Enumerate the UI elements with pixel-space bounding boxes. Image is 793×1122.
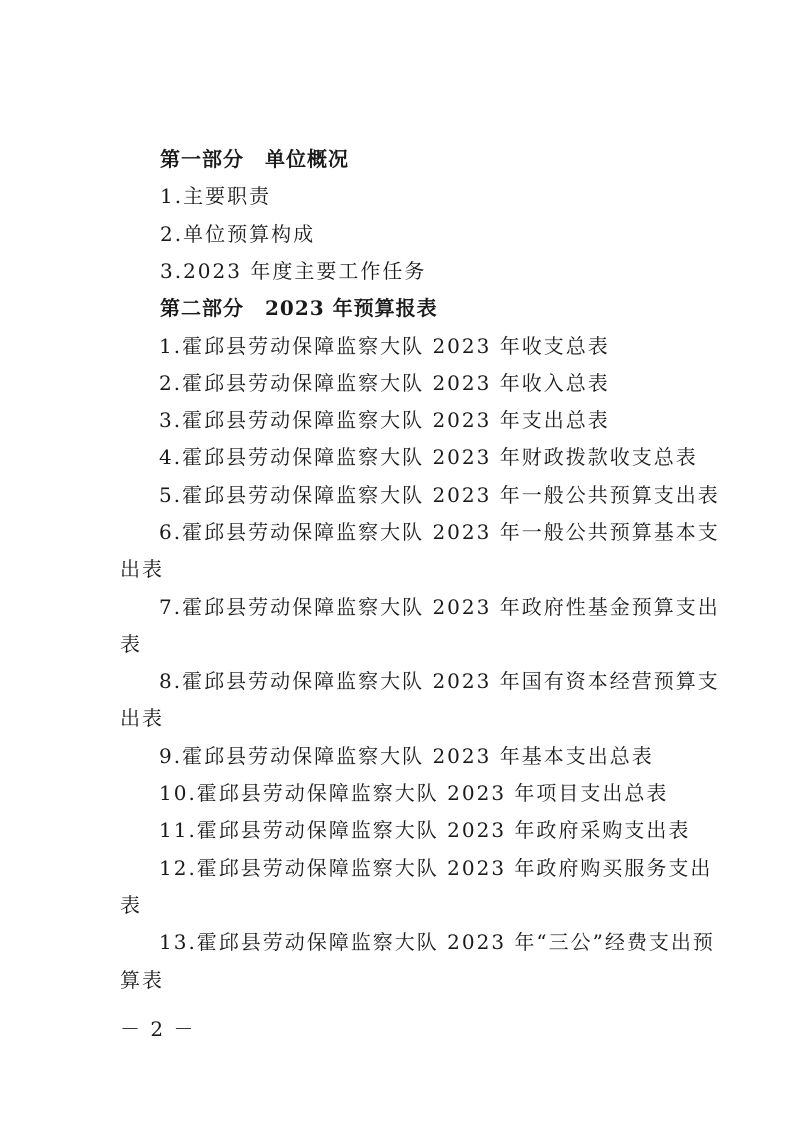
part2-item-12: 12.霍邱县劳动保障监察大队 2023 年政府购买服务支出: [159, 856, 713, 880]
part2-item-5: 5.霍邱县劳动保障监察大队 2023 年一般公共预算支出表: [159, 483, 720, 507]
part2-item-13-continuation: 算表: [120, 968, 164, 992]
part2-item-7: 7.霍邱县劳动保障监察大队 2023 年政府性基金预算支出: [159, 595, 720, 619]
part2-item-4: 4.霍邱县劳动保障监察大队 2023 年财政拨款收支总表: [159, 445, 698, 469]
part2-item-8: 8.霍邱县劳动保障监察大队 2023 年国有资本经营预算支: [159, 669, 720, 693]
part1-item-3: 3.2023 年度主要工作任务: [160, 259, 427, 283]
part1-title: 第一部分 单位概况: [160, 147, 349, 171]
part2-item-12-continuation: 表: [120, 893, 142, 917]
part2-item-9: 9.霍邱县劳动保障监察大队 2023 年基本支出总表: [159, 744, 654, 768]
part2-item-10: 10.霍邱县劳动保障监察大队 2023 年项目支出总表: [159, 781, 669, 805]
part1-item-2: 2.单位预算构成: [160, 222, 316, 246]
part1-item-1: 1.主要职责: [160, 184, 272, 208]
part2-item-13: 13.霍邱县劳动保障监察大队 2023 年“三公”经费支出预: [159, 930, 715, 954]
part2-item-1: 1.霍邱县劳动保障监察大队 2023 年收支总表: [159, 334, 610, 358]
part2-item-6: 6.霍邱县劳动保障监察大队 2023 年一般公共预算基本支: [159, 520, 720, 544]
part2-item-8-continuation: 出表: [120, 706, 164, 730]
part2-title: 第二部分 2023 年预算报表: [160, 296, 438, 320]
part2-item-6-continuation: 出表: [120, 557, 164, 581]
page-number: － 2 －: [120, 1017, 196, 1041]
part2-item-2: 2.霍邱县劳动保障监察大队 2023 年收入总表: [159, 371, 610, 395]
part2-item-11: 11.霍邱县劳动保障监察大队 2023 年政府采购支出表: [159, 818, 691, 842]
part2-item-7-continuation: 表: [120, 632, 142, 656]
part2-item-3: 3.霍邱县劳动保障监察大队 2023 年支出总表: [159, 408, 610, 432]
